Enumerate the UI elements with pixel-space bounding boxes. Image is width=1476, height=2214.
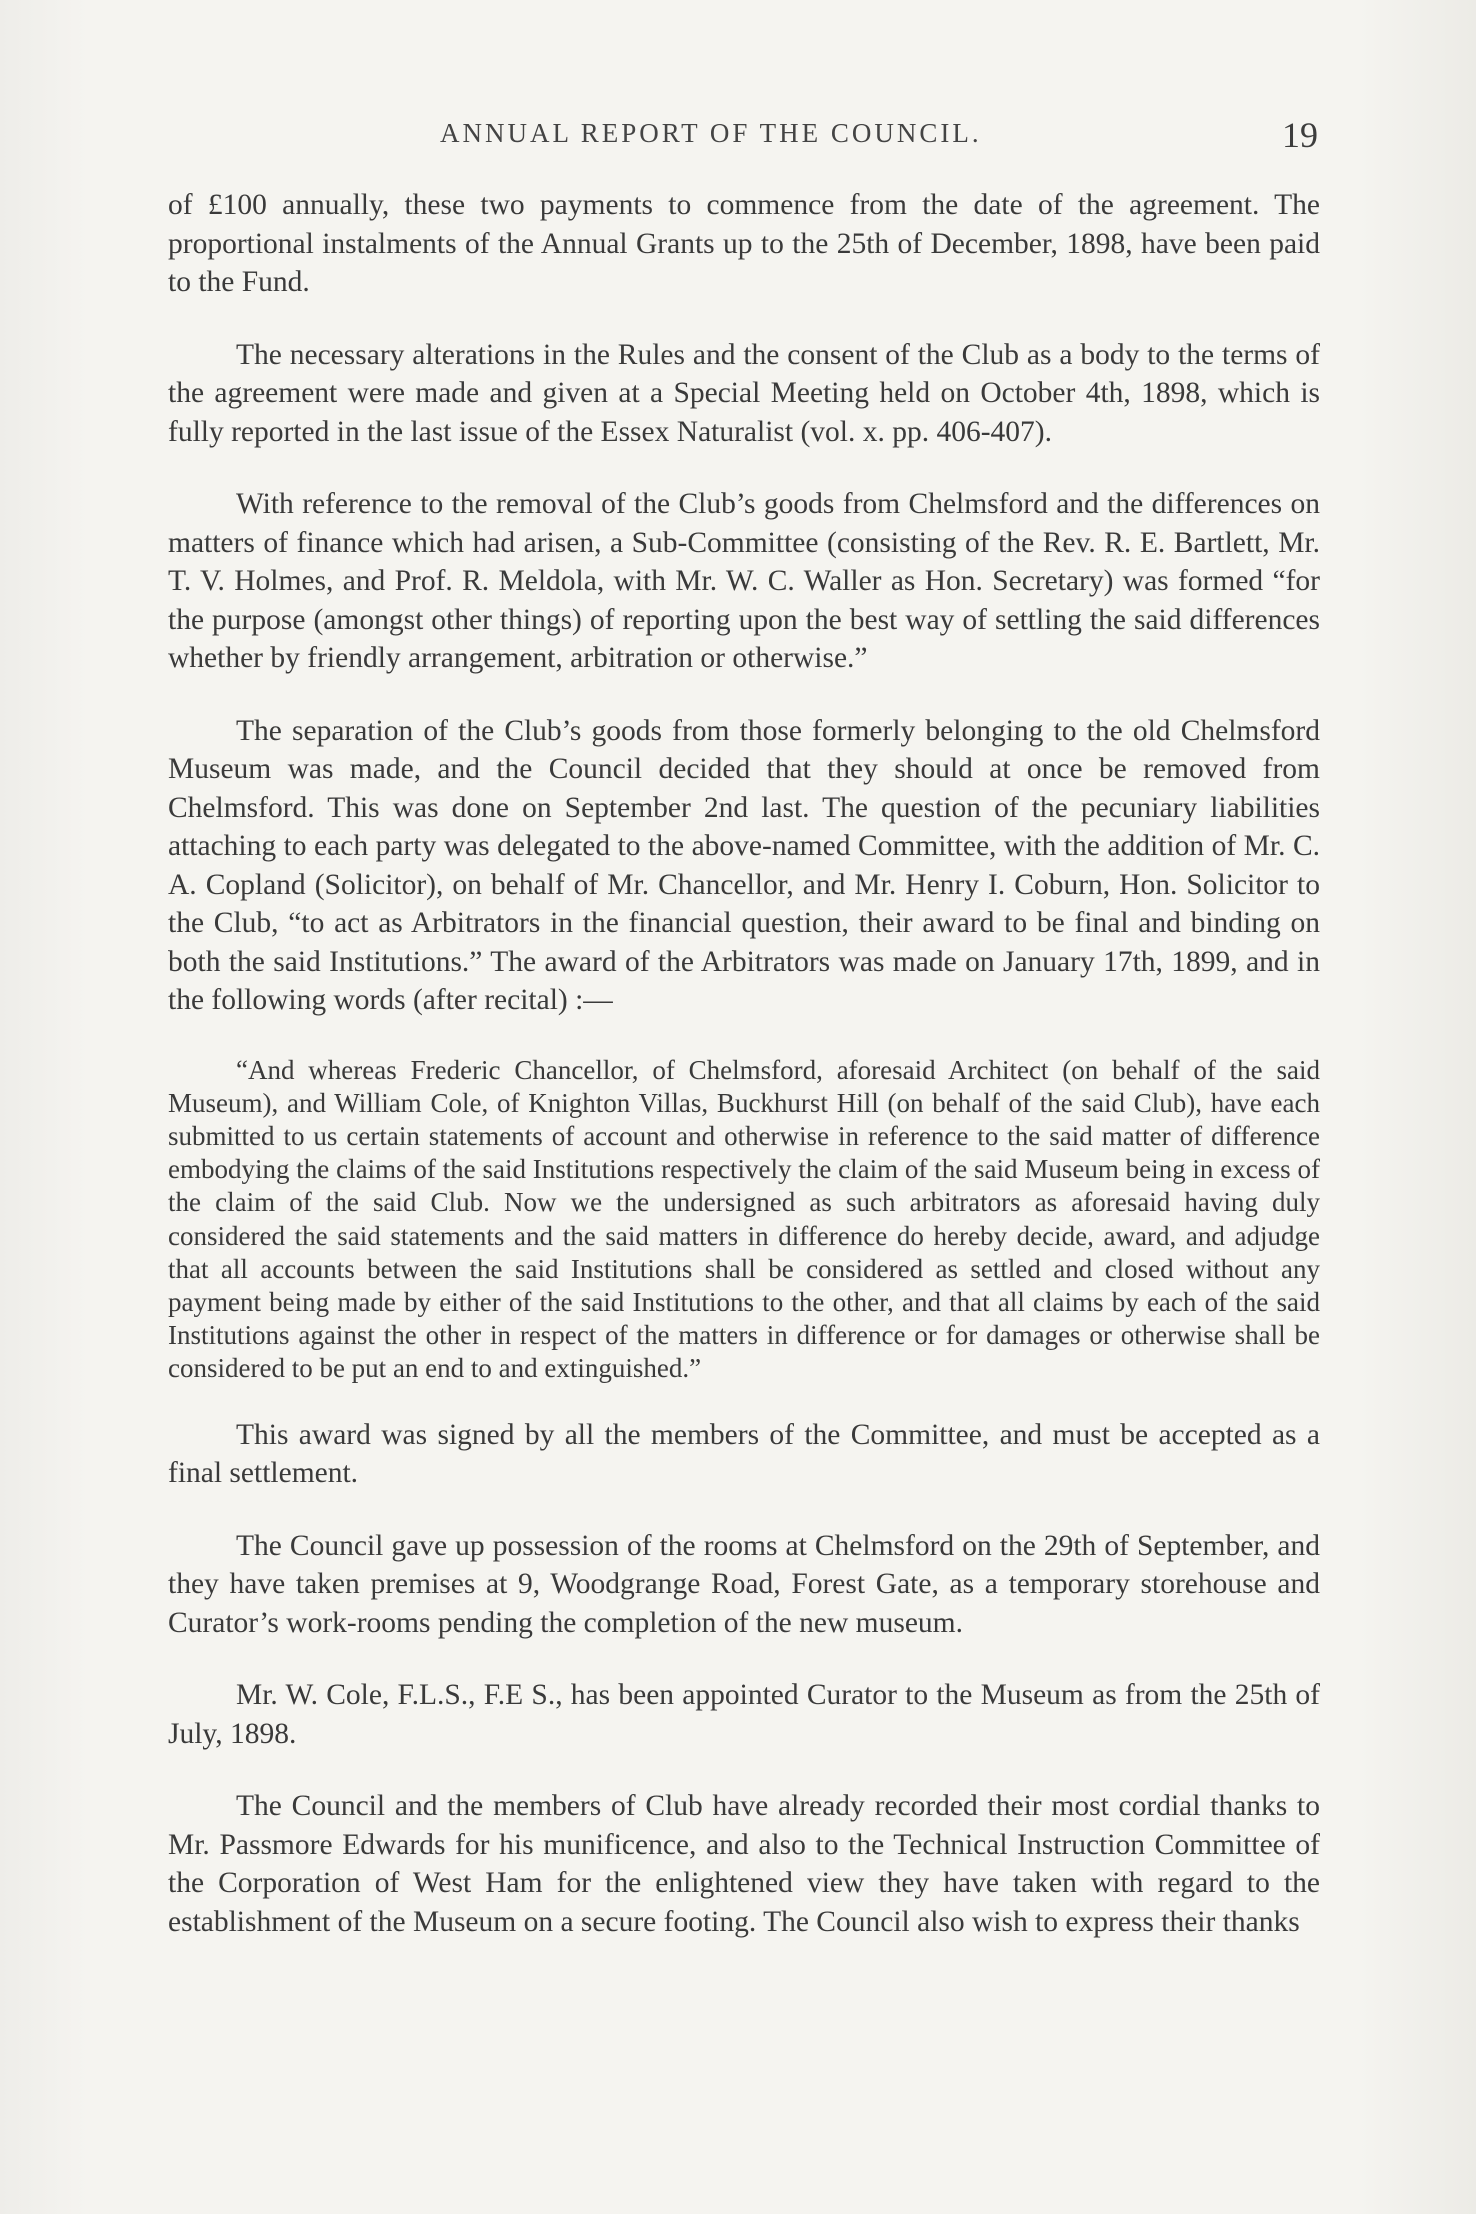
paragraph-curator: Mr. W. Cole, F.L.S., F.E S., has been appointed Curator to the Museum as from the 25th of July, 1898. <box>168 1679 1320 1750</box>
paragraph-rules-alterations: The necessary alterations in the Rules and the consent of the Club as a body to the terms of the agreement were made and given at a Special Meeting held on October 4th, 1898, which is fully reported in the last issue of the Essex Naturalist (vol. x. pp. 406-407). <box>168 338 1320 448</box>
paragraph-award-signed: This award was signed by all the members of the Committee, and must be accepted as a final settlement. <box>168 1418 1320 1490</box>
paragraph-thanks: The Council and the members of Club have already recorded their most cordial thanks to Mr. Passmore Edwards for his munificence, and also to the Technical Instruction Committee of the Corporation of West Ham for the enlightened view they have taken with regard to the establishment of the Museum on a secure footing. The Council also wish to express their thanks <box>168 1790 1320 1938</box>
text-column <box>168 186 1320 1941</box>
paragraph-premises: The Council gave up possession of the rooms at Chelmsford on the 29th of September, and they have taken premises at 9, Woodgrange Road, Forest Gate, as a temporary storehouse and Curator’s work-rooms pending the completion of the new museum. <box>168 1529 1320 1639</box>
page-header <box>168 115 1318 158</box>
page-number: 19 <box>1282 115 1318 155</box>
arbitration-award-quote: “And whereas Frederic Chancellor, of Chelmsford, aforesaid Architect (on behalf of the said Museum), and William Cole, of Knighton Villas, Buckhurst Hill (on behalf of the said Club), have each submitted to us certain statements of account and otherwise in reference to the said matter of difference embodying the claims of the said Institutions respectively the claim of the said Museum being in excess of the claim of the said Club. Now we the undersigned as such arbitrators as aforesaid having duly considered the said statements and the said matters in difference do hereby decide, award, and adjudge that all accounts between the said Institutions shall be considered as settled and closed without any payment being made by either of the said Institutions to the other, and that all claims by each of the said Institutions against the other in respect of the matters in difference or for damages or otherwise shall be considered to be put an end to and extinguished.” <box>168 1054 1320 1384</box>
paragraph-goods-separation: The separation of the Club’s goods from those formerly belonging to the old Chelmsford Museum was made, and the Council decided that they should at once be removed from Chelmsford. This was done on September 2nd last. The question of the pecuniary liabilities attaching to each party was delegated to the above-named Committee, with the addition of Mr. C. A. Copland (Solicitor), on behalf of Mr. Chancellor, and Mr. Henry I. Coburn, Hon. Solicitor to the Club, “to act as Arbitrators in the financial question, their award to be final and binding on both the said Institutions.” The award of the Arbitrators was made on January 17th, 1899, and in the following words (after recital) :— <box>168 714 1320 1016</box>
running-title: ANNUAL REPORT OF THE COUNCIL. <box>440 118 982 148</box>
paragraph-continuation: of £100 annually, these two payments to commence from the date of the agreement. The proportional instalments of the Annual Grants up to the 25th of December, 1898, have been paid to the Fund. <box>168 189 1320 298</box>
paragraph-sub-committee: With reference to the removal of the Club’s goods from Chelmsford and the differences on matters of finance which had arisen, a Sub-Committee (consisting of the Rev. R. E. Bartlett, Mr. T. V. Holmes, and Prof. R. Meldola, with Mr. W. C. Waller as Hon. Secretary) was formed “for the purpose (amongst other things) of reporting upon the best way of settling the said differences whether by friendly arrangement, arbitration or otherwise.” <box>168 488 1320 674</box>
